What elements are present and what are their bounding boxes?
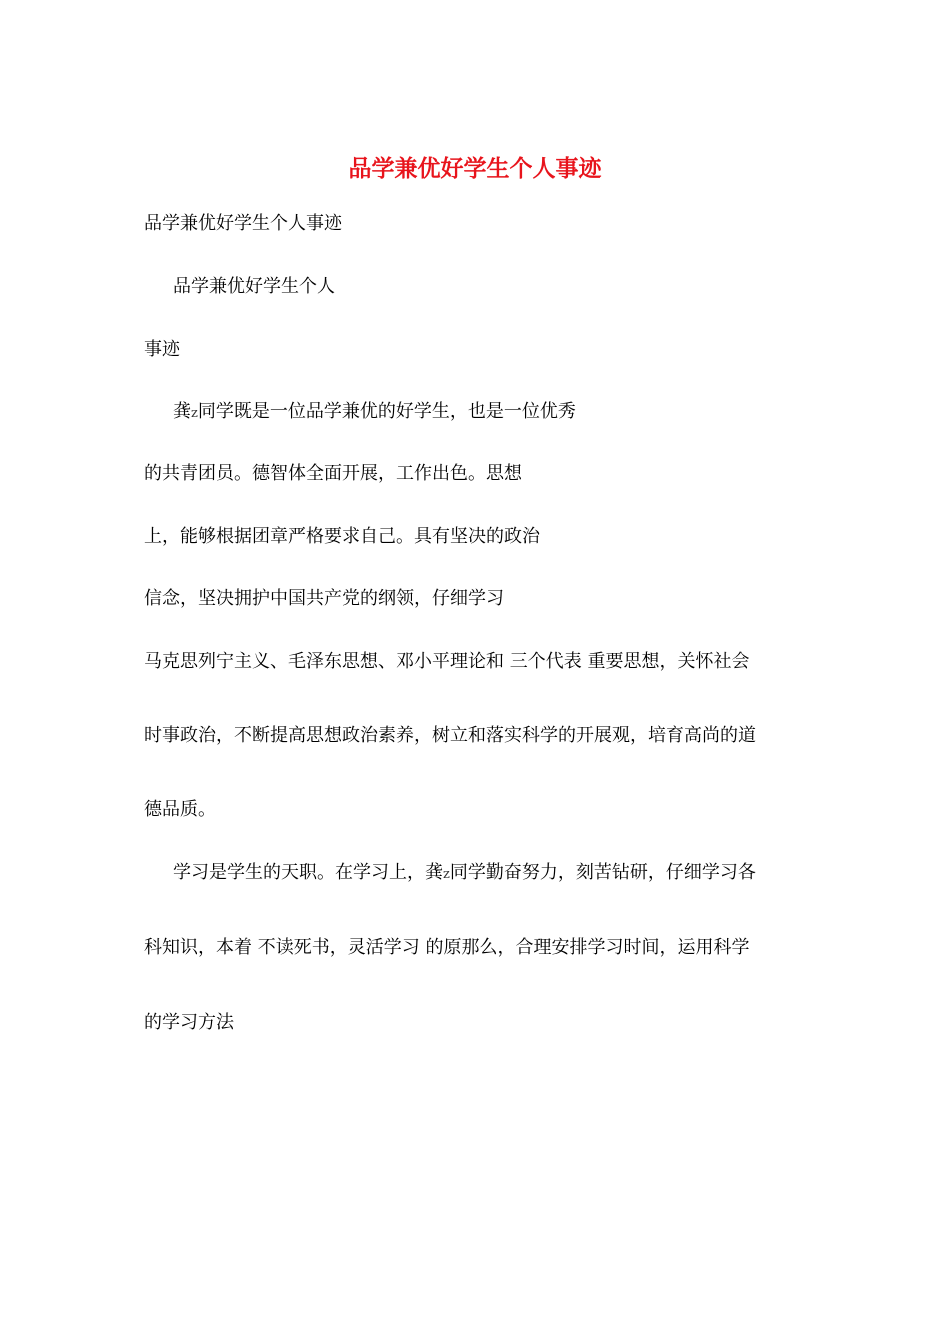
sentence-text: 学习是学生的天职。在学习上，龚 [173, 862, 443, 883]
paragraph-line: 上，能够根据团章严格要求自己。具有坚决的政治 [144, 526, 540, 547]
paragraph-line: 的共青团员。德智体全面开展，工作出色。思想 [144, 463, 522, 484]
paragraph-line-heading: 品学兼优好学生个人事迹 [144, 213, 342, 234]
sentence-text: 同学既是一位品学兼优的好学生，也是一位优秀 [197, 401, 576, 422]
sentence-text: 同学勤奋努力，刻苦钻研，仔细学习各 [449, 862, 756, 883]
paragraph-line: 信念，坚决拥护中国共产党的纲领，仔细学习 [144, 588, 504, 609]
paragraph-line [173, 400, 576, 426]
document-title: 品学兼优好学生个人事迹 [348, 155, 602, 182]
name-placeholder: z [191, 406, 198, 421]
name-placeholder: z [443, 867, 450, 882]
paragraph-line [173, 861, 756, 887]
paragraph-line: 科知识，本着 不读死书，灵活学习 的原那么，合理安排学习时间，运用科学 [144, 937, 750, 958]
surname-text: 龚 [173, 401, 191, 422]
paragraph-line-subheading-cont: 事迹 [144, 339, 180, 360]
paragraph-line: 的学习方法 [144, 1012, 234, 1033]
paragraph-line: 马克思列宁主义、毛泽东思想、邓小平理论和 三个代表 重要思想，关怀社会 [144, 651, 750, 672]
paragraph-line: 时事政治，不断提高思想政治素养，树立和落实科学的开展观，培育高尚的道 [144, 725, 756, 746]
paragraph-line: 德品质。 [144, 799, 216, 820]
paragraph-line-subheading: 品学兼优好学生个人 [173, 276, 335, 297]
